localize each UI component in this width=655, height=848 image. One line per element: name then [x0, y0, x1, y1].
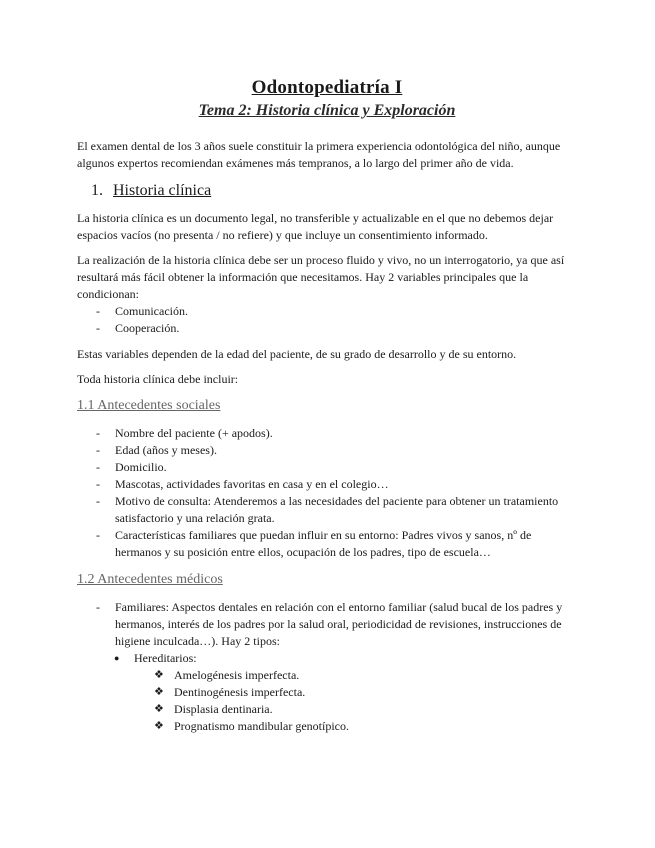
variables-list	[77, 303, 577, 337]
historia-definition-paragraph: La historia clínica es un documento legal, no transferible y actualizable en el que no debemos dejar espacios vacíos (no presenta / no refiere) y que incluye un consentimiento informado.	[77, 211, 554, 242]
antecedentes-medicos-list	[77, 599, 577, 735]
hereditarios-list	[134, 667, 577, 735]
list-item: ❖ Displasia dentinaria.	[154, 702, 273, 716]
dash-bullet: -	[96, 528, 100, 542]
list-item: ❖ Dentinogénesis imperfecta.	[154, 685, 306, 699]
document-subtitle: Tema 2: Historia clínica y Exploración	[198, 102, 456, 119]
subsection-heading-antecedentes-medicos: 1.2 Antecedentes médicos	[77, 572, 223, 587]
list-item: ❖ Prognatismo mandibular genotípico.	[154, 719, 349, 733]
dash-bullet: -	[96, 321, 100, 335]
variables-dependency-paragraph: Estas variables dependen de la edad del paciente, de su grado de desarrollo y de su entorno.	[77, 347, 517, 361]
list-item: - Comunicación.	[96, 304, 188, 318]
dash-bullet: -	[96, 304, 100, 318]
dash-bullet: -	[96, 600, 100, 614]
familiares-types-list	[96, 650, 577, 735]
section-title: Historia clínica	[113, 182, 212, 199]
list-item: - Edad (años y meses).	[96, 443, 217, 457]
dash-bullet: -	[96, 443, 100, 457]
dash-bullet: -	[96, 477, 100, 491]
antecedentes-sociales-list	[77, 425, 577, 561]
diamond-bullet: ❖	[154, 703, 164, 715]
diamond-bullet: ❖	[154, 720, 164, 732]
list-item: - Nombre del paciente (+ apodos).	[96, 426, 273, 440]
list-item: ❖ Amelogénesis imperfecta.	[154, 668, 300, 682]
list-item	[96, 650, 577, 735]
list-item: - Cooperación.	[96, 321, 180, 335]
diamond-bullet: ❖	[154, 686, 164, 698]
must-include-paragraph: Toda historia clínica debe incluir:	[77, 372, 239, 386]
hereditarios-label: Hereditarios:	[134, 651, 197, 665]
familiares-text: Familiares: Aspectos dentales en relación con el entorno familiar (salud bucal de los padres y hermanos, interés de los padres por la salud oral, periodicidad de revisiones, instrucciones de higiene inculcada…). Hay 2 tipos:	[115, 600, 563, 648]
list-item	[77, 599, 577, 735]
subsection-heading-antecedentes-sociales: 1.1 Antecedentes sociales	[77, 398, 221, 413]
section-number: 1.	[91, 182, 103, 199]
diamond-bullet: ❖	[154, 669, 164, 681]
dash-bullet: -	[96, 460, 100, 474]
dash-bullet: -	[96, 426, 100, 440]
list-item: - Características familiares que puedan influir en su entorno: Padres vivos y sanos, nº de hermanos y su posición entre ellos, ocupación de los padres, tipo de escuela…	[96, 528, 532, 559]
list-item: - Motivo de consulta: Atenderemos a las necesidades del paciente para obtener un tratamiento satisfactorio y una relación grata.	[96, 494, 559, 525]
historia-process-paragraph: La realización de la historia clínica debe ser un proceso fluido y vivo, no un interrogatorio, ya que así resultará más fácil obtener la información que necesitamos. Hay 2 variables principales que la condicionan:	[77, 253, 565, 301]
dot-bullet: ●	[114, 653, 120, 663]
dash-bullet: -	[96, 494, 100, 508]
document-title: Odontopediatría I	[251, 77, 403, 98]
list-item: - Mascotas, actividades favoritas en casa y en el colegio…	[96, 477, 389, 491]
intro-paragraph: El examen dental de los 3 años suele constituir la primera experiencia odontológica del niño, aunque algunos expertos recomiendan exámenes más tempranos, a lo largo del primer año de vida.	[77, 139, 561, 170]
list-item: - Domicilio.	[96, 460, 167, 474]
section-heading-historia-clinica	[91, 180, 577, 202]
